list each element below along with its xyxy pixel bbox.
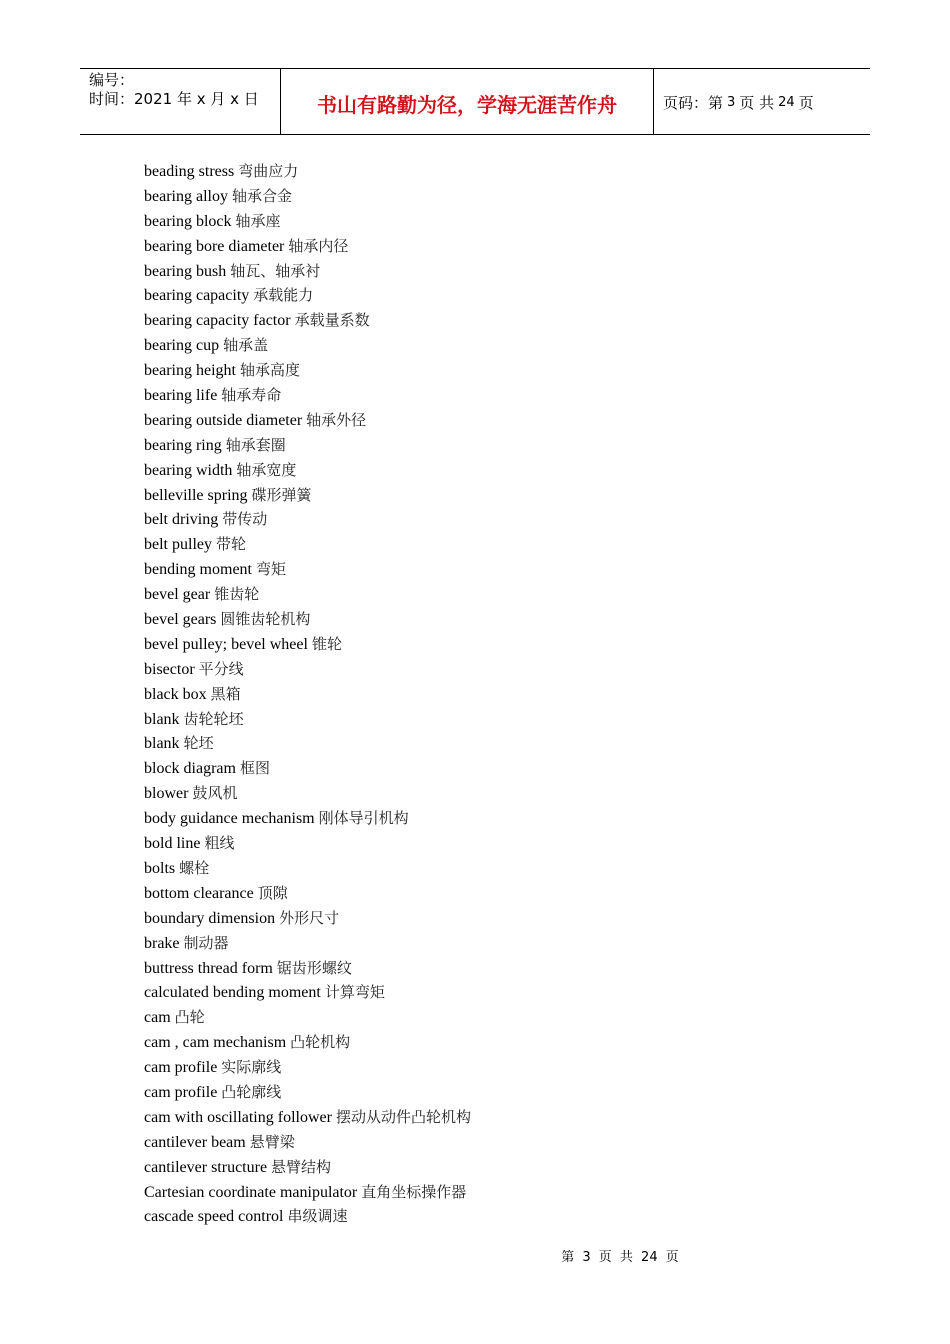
term-english: bearing bore diameter <box>144 237 285 255</box>
term-english: boundary dimension <box>144 909 276 927</box>
term-english: bearing width <box>144 461 233 479</box>
term-english: black box <box>144 685 207 703</box>
term-english: blank <box>144 735 180 753</box>
term-english: bearing alloy <box>144 187 228 205</box>
term-chinese: 框图 <box>239 759 270 778</box>
glossary-entry <box>144 408 471 433</box>
term-english: cam with oscillating follower <box>144 1108 332 1126</box>
term-english: cam profile <box>144 1059 218 1077</box>
term-chinese: 粗线 <box>204 834 235 853</box>
term-english: cam profile <box>144 1083 218 1101</box>
term-chinese: 弯矩 <box>255 560 286 579</box>
term-chinese: 轴承套圈 <box>225 435 286 454</box>
page-header <box>80 68 870 135</box>
term-english: bevel gear <box>144 586 211 604</box>
glossary-entry <box>144 707 471 732</box>
glossary-entry <box>144 831 471 856</box>
term-chinese: 鼓风机 <box>192 784 238 803</box>
glossary-entry <box>144 657 471 682</box>
glossary-entry <box>144 483 471 508</box>
glossary-entry <box>144 1080 471 1105</box>
term-english: belleville spring <box>144 486 248 504</box>
term-chinese: 弯曲应力 <box>238 162 299 180</box>
term-english: bearing bush <box>144 262 227 280</box>
glossary-entry <box>144 234 471 259</box>
term-english: beading stress <box>144 163 235 180</box>
term-chinese: 带传动 <box>222 510 268 529</box>
term-chinese: 锥齿轮 <box>214 585 260 604</box>
glossary-entry <box>144 532 471 557</box>
term-chinese: 螺栓 <box>179 858 210 877</box>
term-chinese: 轴瓦、轴承衬 <box>230 261 321 280</box>
glossary-entry <box>144 458 471 483</box>
term-chinese: 直角坐标操作器 <box>361 1182 467 1201</box>
term-english: bearing block <box>144 212 232 230</box>
term-english: buttress thread form <box>144 959 273 977</box>
term-chinese: 凸轮机构 <box>290 1033 351 1052</box>
term-chinese: 平分线 <box>198 659 244 678</box>
term-chinese: 碟形弹簧 <box>251 485 312 504</box>
term-english: bevel gears <box>144 611 217 629</box>
term-english: bold line <box>144 835 201 853</box>
term-english: blank <box>144 710 180 728</box>
page-current: 3 <box>727 95 736 110</box>
glossary-entry <box>144 881 471 906</box>
term-chinese: 摆动从动件凸轮机构 <box>335 1107 471 1126</box>
glossary-entry <box>144 184 471 209</box>
glossary-entry <box>144 159 471 184</box>
term-chinese: 轴承宽度 <box>236 460 297 479</box>
term-chinese: 轴承合金 <box>231 186 292 205</box>
glossary-entry <box>144 308 471 333</box>
glossary-entry <box>144 1105 471 1130</box>
term-chinese: 刚体导引机构 <box>318 809 409 828</box>
term-chinese: 锯齿形螺纹 <box>276 958 352 977</box>
term-english: bearing ring <box>144 436 222 454</box>
term-english: cam , cam mechanism <box>144 1034 287 1052</box>
term-english: blower <box>144 785 189 803</box>
term-chinese: 黑箱 <box>210 684 241 703</box>
term-english: brake <box>144 934 180 952</box>
glossary-entry <box>144 358 471 383</box>
term-chinese: 轴承高度 <box>239 361 300 380</box>
glossary-entry <box>144 1204 471 1229</box>
term-chinese: 圆锥齿轮机构 <box>220 610 311 629</box>
glossary-entry <box>144 1180 471 1205</box>
term-english: cantilever structure <box>144 1158 268 1176</box>
glossary-entry <box>144 283 471 308</box>
term-chinese: 凸轮廓线 <box>221 1082 282 1101</box>
term-chinese: 锥轮 <box>311 634 342 653</box>
glossary-entry <box>144 632 471 657</box>
glossary-entry <box>144 507 471 532</box>
term-chinese: 轴承寿命 <box>221 386 282 405</box>
term-chinese: 制动器 <box>183 933 229 952</box>
term-english: bearing capacity factor <box>144 312 291 330</box>
header-page-number <box>654 69 870 134</box>
term-english: body guidance mechanism <box>144 810 315 828</box>
term-english: bearing height <box>144 362 236 380</box>
term-english: bearing life <box>144 387 218 405</box>
term-english: belt pulley <box>144 536 212 554</box>
page-total: 24 <box>778 95 795 110</box>
term-chinese: 承载量系数 <box>294 311 370 330</box>
term-english: cantilever beam <box>144 1133 246 1151</box>
term-english: bearing cup <box>144 337 220 355</box>
glossary-entry <box>144 1130 471 1155</box>
glossary-entry <box>144 582 471 607</box>
term-chinese: 轴承座 <box>235 211 281 230</box>
term-chinese: 轴承内径 <box>288 236 349 255</box>
term-chinese: 悬臂梁 <box>249 1132 295 1151</box>
page-prefix: 页码：第 <box>663 94 724 112</box>
term-english: bending moment <box>144 561 252 579</box>
term-english: bisector <box>144 660 195 678</box>
header-meta <box>80 69 281 134</box>
term-english: bearing outside diameter <box>144 411 303 429</box>
term-chinese: 外形尺寸 <box>279 908 340 927</box>
glossary-entry <box>144 433 471 458</box>
term-chinese: 齿轮轮坯 <box>183 709 244 728</box>
glossary-entry <box>144 1005 471 1030</box>
glossary-entry <box>144 956 471 981</box>
term-chinese: 顶隙 <box>257 883 288 902</box>
glossary-entry <box>144 731 471 756</box>
term-chinese: 计算弯矩 <box>324 983 385 1002</box>
glossary-entry <box>144 980 471 1005</box>
glossary-list <box>144 159 471 1229</box>
glossary-entry <box>144 1055 471 1080</box>
page-suffix: 页 <box>798 94 814 112</box>
term-chinese: 串级调速 <box>287 1207 348 1226</box>
term-english: bolts <box>144 859 176 877</box>
term-english: cam <box>144 1009 171 1027</box>
time-label: 时间：2021 年 x 月 x 日 <box>89 90 259 108</box>
term-chinese: 带轮 <box>215 535 246 554</box>
glossary-entry <box>144 756 471 781</box>
glossary-entry <box>144 1030 471 1055</box>
term-english: bottom clearance <box>144 884 254 902</box>
glossary-entry <box>144 806 471 831</box>
glossary-entry <box>144 906 471 931</box>
term-english: bearing capacity <box>144 287 250 305</box>
glossary-entry <box>144 557 471 582</box>
glossary-entry <box>144 1155 471 1180</box>
glossary-entry <box>144 259 471 284</box>
term-chinese: 凸轮 <box>174 1008 205 1027</box>
serial-label: 编号： <box>89 71 135 89</box>
term-chinese: 轮坯 <box>183 734 214 753</box>
term-english: calculated bending moment <box>144 984 321 1002</box>
term-chinese: 实际廓线 <box>221 1058 282 1077</box>
term-english: block diagram <box>144 760 236 778</box>
glossary-entry <box>144 931 471 956</box>
page-mid: 页 共 <box>739 94 775 112</box>
term-english: bevel pulley; bevel wheel <box>144 635 308 653</box>
glossary-entry <box>144 209 471 234</box>
glossary-entry <box>144 781 471 806</box>
term-english: Cartesian coordinate manipulator <box>144 1183 358 1201</box>
glossary-entry <box>144 607 471 632</box>
term-chinese: 悬臂结构 <box>271 1157 332 1176</box>
term-english: belt driving <box>144 511 219 529</box>
glossary-entry <box>144 682 471 707</box>
term-chinese: 承载能力 <box>253 286 314 305</box>
header-motto: 书山有路勤为径，学海无涯苦作舟 <box>281 69 654 134</box>
glossary-entry <box>144 383 471 408</box>
glossary-entry <box>144 333 471 358</box>
term-chinese: 轴承外径 <box>306 410 367 429</box>
page-footer: 第 3 页 共 24 页 <box>561 1250 679 1265</box>
glossary-entry <box>144 856 471 881</box>
term-english: cascade speed control <box>144 1208 284 1226</box>
term-chinese: 轴承盖 <box>223 336 269 355</box>
